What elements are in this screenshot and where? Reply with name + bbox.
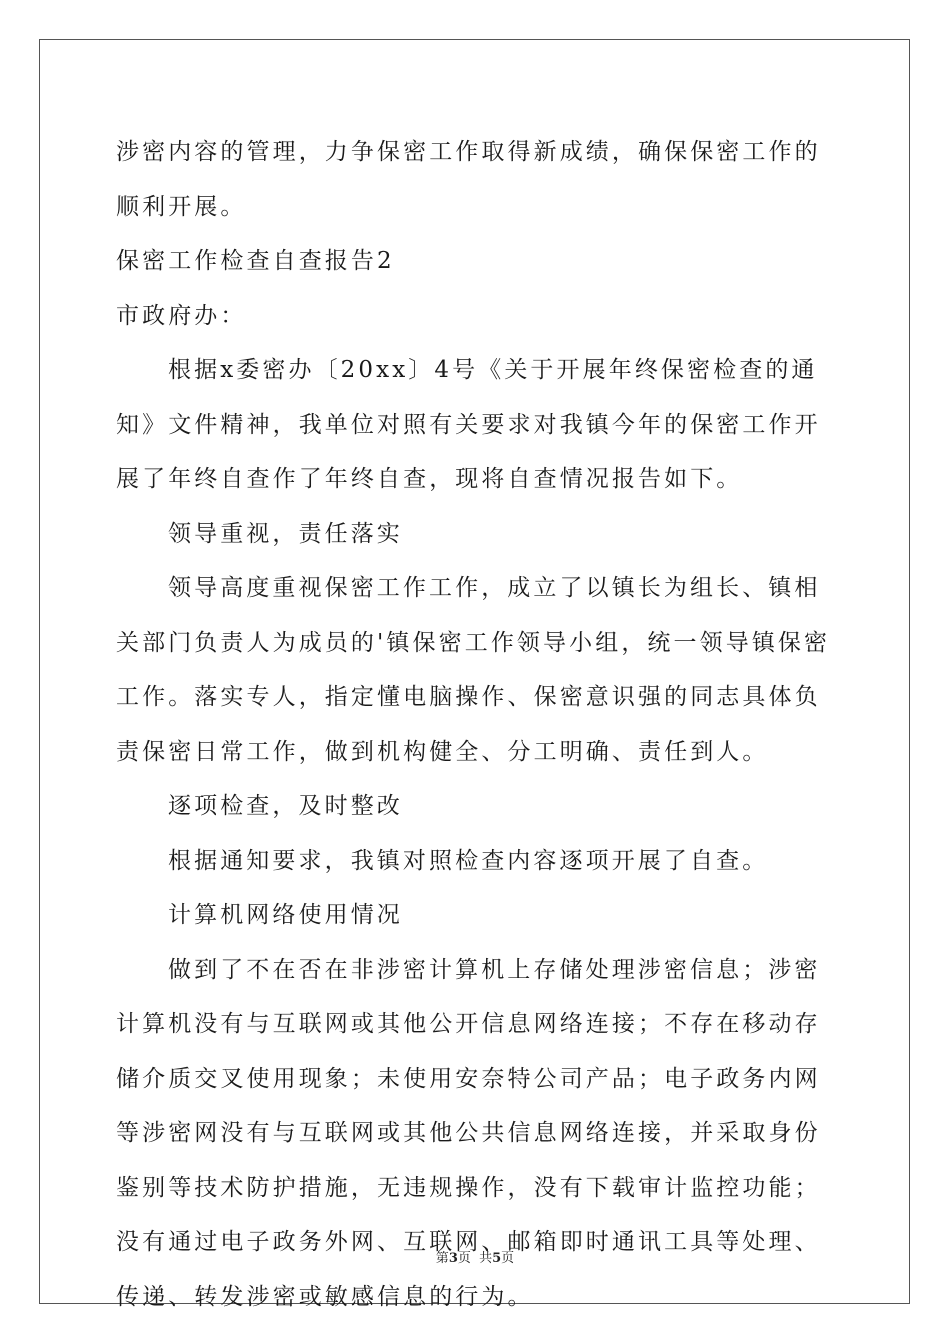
page-total: 5 (492, 1251, 502, 1266)
salutation: 市政府办： (116, 302, 247, 329)
section-heading-3: 计算机网络使用情况 (168, 902, 403, 928)
page-prefix: 第 (435, 1251, 449, 1266)
page-suffix: 页 (501, 1251, 515, 1266)
intro-paragraph: 涉密内容的管理，力争保密工作取得新成绩，确保保密工作的顺利开展。 (116, 139, 821, 220)
document-body (116, 125, 838, 1324)
page-footer (0, 1247, 950, 1266)
report-title: 保密工作检查自查报告2 (116, 248, 395, 274)
paragraph-1: 根据x委密办〔20xx〕4号《关于开展年终保密检查的通知》文件精神，我单位对照有关要求对我镇今年的保密工作开展了年终自查作了年终自查，现将自查情况报告如下。 (116, 357, 821, 492)
paragraph-2: 领导高度重视保密工作工作，成立了以镇长为组长、镇相关部门负责人为成员的'镇保密工作领导小组，统一领导镇保密工作。落实专人，指定懂电脑操作、保密意识强的同志具体负责保密日常工作，做到机构健全、分工明确、责任到人。 (116, 575, 831, 765)
page-current: 3 (448, 1251, 458, 1266)
paragraph-3: 根据通知要求，我镇对照检查内容逐项开展了自查。 (168, 847, 769, 874)
page-mid: 页 共 (457, 1251, 493, 1266)
paragraph-4: 做到了不在否在非涉密计算机上存储处理涉密信息；涉密计算机没有与互联网或其他公开信息网络连接；不存在移动存储介质交叉使用现象；未使用安奈特公司产品；电子政务内网等涉密网没有与互联网或其他公共信息网络连接，并采取身份鉴别等技术防护措施，无违规操作，没有下载审计监控功能；没有通过电子政务外网、互联网、邮箱即时通讯工具等处理、传递、转发涉密或敏感信息的行为。 (116, 956, 821, 1310)
section-heading-2: 逐项检查，及时整改 (168, 793, 403, 819)
section-heading-1: 领导重视，责任落实 (168, 520, 403, 547)
